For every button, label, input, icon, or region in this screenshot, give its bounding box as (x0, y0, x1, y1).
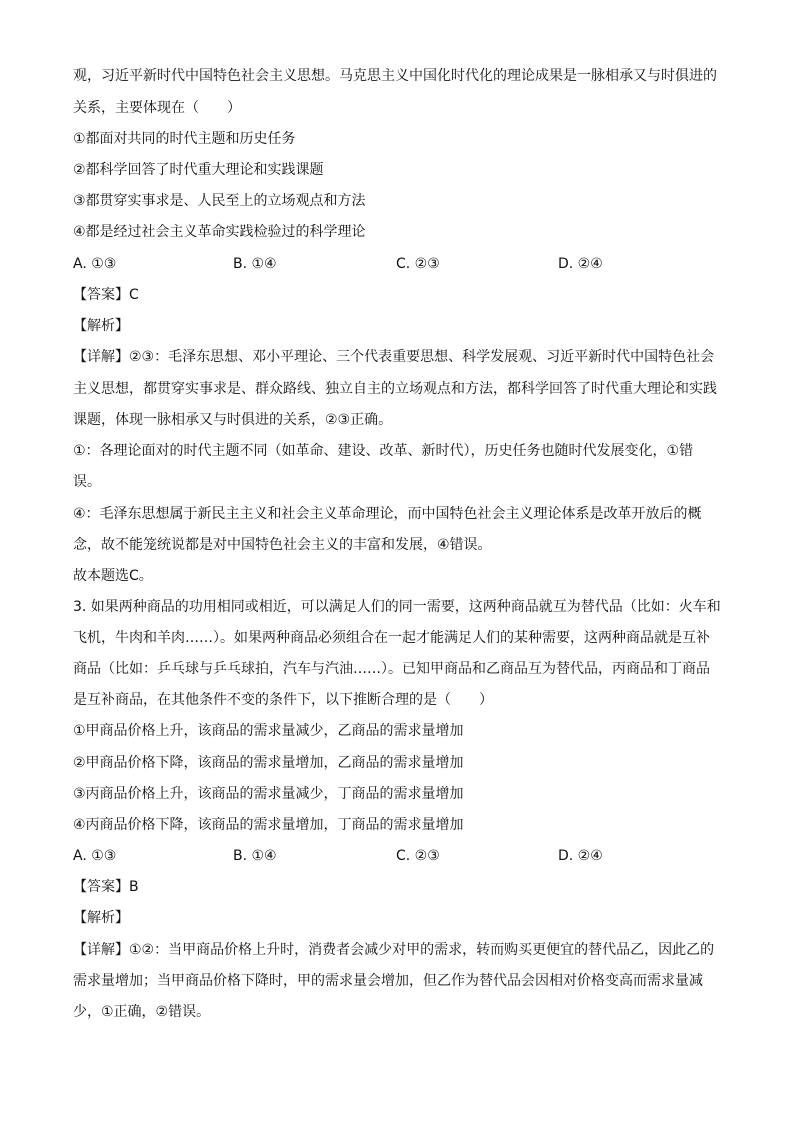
q2-item-4: ④都是经过社会主义革命实践检验过的科学理论 (73, 224, 366, 240)
q3-detail-line-3: 少，①正确，②错误。 (73, 1004, 211, 1020)
q3-option-a: A. ①③ (73, 848, 117, 864)
q2-conclusion: 故本题选C。 (73, 568, 153, 584)
q2-detail-line-4: ①：各理论面对的时代主题不同（如革命、建设、改革、新时代），历史任务也随时代发展变化，①错 (73, 443, 694, 459)
q2-item-1: ①都面对共同的时代主题和历史任务 (73, 131, 296, 147)
q2-analysis-label: 【解析】 (73, 318, 129, 334)
q2-detail-line-3: 课题，体现一脉相承又与时俱进的关系，②③正确。 (73, 412, 393, 428)
q3-option-c: C. ②③ (396, 848, 440, 864)
q3-answer: 【答案】B (73, 879, 139, 895)
q3-option-b: B. ①④ (233, 848, 277, 864)
q2-detail-line-2: 主义思想，都贯穿实事求是、群众路线、独立自主的立场观点和方法，都科学回答了时代重大理论和实践 (73, 381, 717, 397)
q2-item-3: ③都贯穿实事求是、人民至上的立场观点和方法 (73, 193, 366, 209)
q2-stem-line-2: 关系，主要体现在（ ） (73, 100, 241, 116)
q2-detail-line-5: 误。 (73, 474, 101, 490)
q2-option-a: A. ①③ (73, 256, 117, 272)
q2-detail-line-7: 念，故不能笼统说都是对中国特色社会主义的丰富和发展，④错误。 (73, 537, 492, 553)
q2-option-c: C. ②③ (396, 256, 440, 272)
q3-option-d: D. ②④ (558, 848, 603, 864)
q3-item-2: ②甲商品价格下降，该商品的需求量增加，乙商品的需求量增加 (73, 755, 464, 771)
q3-item-4: ④丙商品价格下降，该商品的需求量增加，丁商品的需求量增加 (73, 817, 464, 833)
q3-stem-line-3: 商品（比如：乒乓球与乒乓球拍，汽车与汽油……）。已知甲商品和乙商品互为替代品，丙商品和丁商品 (73, 661, 710, 677)
q2-option-b: B. ①④ (233, 256, 277, 272)
q2-item-2: ②都科学回答了时代重大理论和实践课题 (73, 162, 324, 178)
q2-detail-line-1: 【详解】②③：毛泽东思想、邓小平理论、三个代表重要思想、科学发展观、习近平新时代中国特色社会 (73, 349, 715, 365)
q3-detail-line-1: 【详解】①②：当甲商品价格上升时，消费者会减少对甲的需求，转而购买更便宜的替代品乙，因此乙的 (73, 942, 715, 958)
q2-detail-line-6: ④：毛泽东思想属于新民主主义和社会主义革命理论，而中国特色社会主义理论体系是改革开放后的概 (73, 506, 702, 522)
q3-stem-line-4: 是互补商品，在其他条件不变的条件下，以下推断合理的是（ ） (73, 692, 493, 708)
q3-stem-line-2: 飞机，牛肉和羊肉……）。如果两种商品必须组合在一起才能满足人们的某种需要，这两种商品就是互补 (73, 630, 710, 646)
q2-option-d: D. ②④ (558, 256, 603, 272)
q3-detail-line-2: 需求量增加；当甲商品价格下降时，甲的需求量会增加，但乙作为替代品会因相对价格变高而需求量减 (73, 973, 703, 989)
q2-stem-line-1: 观，习近平新时代中国特色社会主义思想。马克思主义中国化时代化的理论成果是一脉相承又与时俱进的 (73, 68, 717, 84)
q3-item-3: ③丙商品价格上升，该商品的需求量减少，丁商品的需求量增加 (73, 786, 464, 802)
q3-stem-line-1: 3. 如果两种商品的功用相同或相近，可以满足人们的同一需要，这两种商品就互为替代品（比如：火车和 (73, 599, 721, 615)
q2-answer: 【答案】C (73, 287, 139, 303)
q3-analysis-label: 【解析】 (73, 910, 129, 926)
q3-item-1: ①甲商品价格上升，该商品的需求量减少，乙商品的需求量增加 (73, 723, 464, 739)
